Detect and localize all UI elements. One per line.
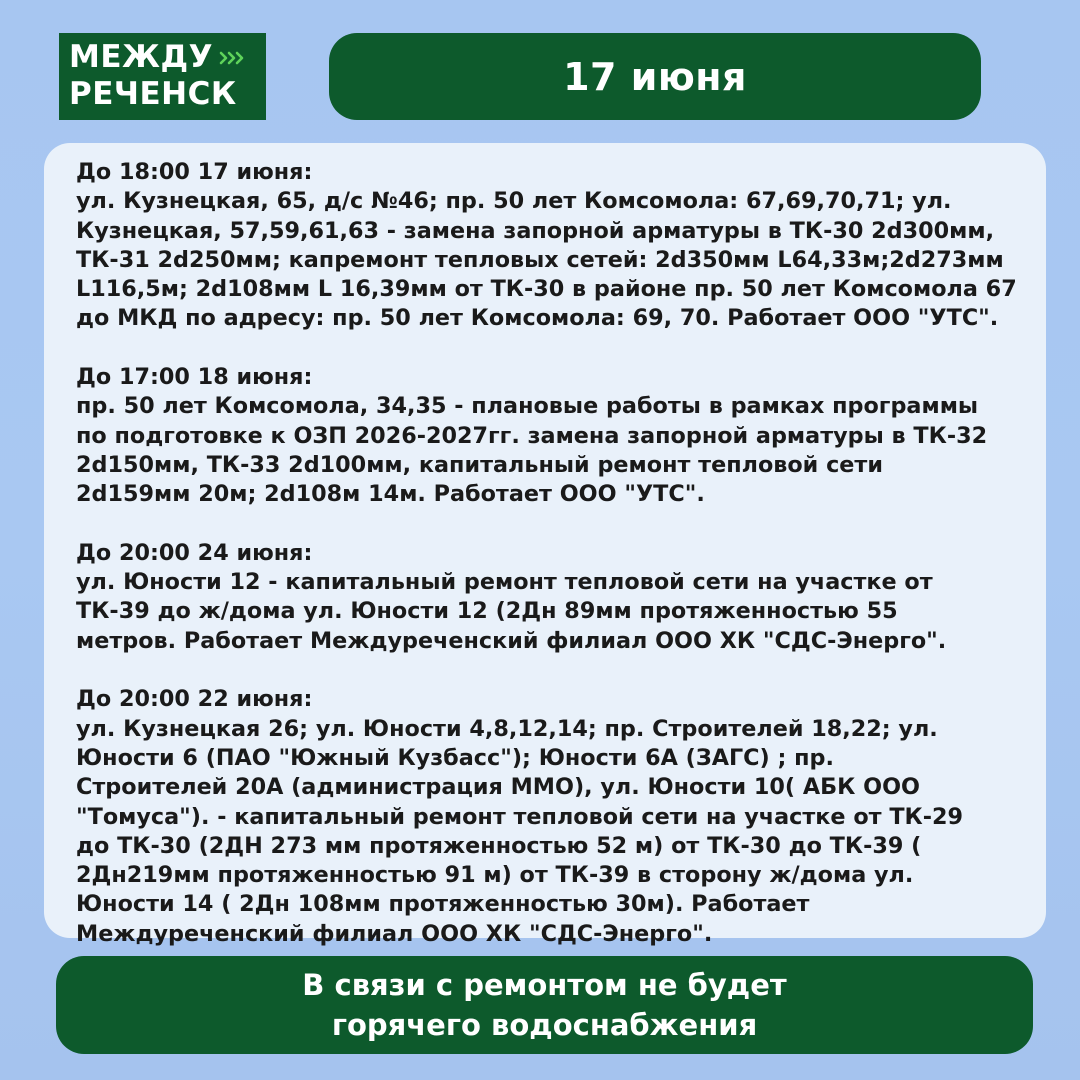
logo-text-line-2: РЕЧЕНСК — [69, 76, 237, 112]
hot-water-warning-banner — [56, 956, 1033, 1054]
warning-line-2: горячего водоснабжения — [331, 1008, 758, 1042]
date-title: 17 июня — [563, 54, 747, 99]
notice-deadline: До 18:00 17 июня: — [76, 159, 313, 185]
notice-details: пр. 50 лет Комсомола, 34,35 - плановые работы в рамках программы по подготовке к ОЗП 2026-2027гг. замена запорной арматуры в ТК-32 2d150мм, ТК-33 2d100мм, капитальный ремонт тепловой сети 2d159мм 20м; 2d108м 14м. Работает ООО "УТС". — [76, 393, 988, 508]
logo-line-1 — [69, 39, 266, 76]
notice-details: ул. Кузнецкая, 65, д/с №46; пр. 50 лет Комсомола: 67,69,70,71; ул. Кузнецкая, 57,59,61,63 - замена запорной арматуры в ТК-30 2d300мм, ТК-31 2d250мм; капремонт тепловых сетей: 2d350мм L64,33м;2d273мм L116,5м; 2d108мм L 16,39мм от ТК-30 в районе пр. 50 лет Комсомола 67 до МКД по адресу: пр. 50 лет Комсомола: 69, 70. Работает ООО "УТС". — [76, 188, 1017, 332]
city-logo — [59, 33, 266, 120]
warning-line-1: В связи с ремонтом не будет — [302, 968, 787, 1002]
notice-details: ул. Кузнецкая 26; ул. Юности 4,8,12,14; пр. Строителей 18,22; ул. Юности 6 (ПАО "Южный Кузбасс"); Юности 6А (ЗАГС) ; пр. Строителей 20А (администрация ММО), ул. Юности 10( АБК ООО "Томуса"). - капитальный ремонт тепловой сети на участке от ТК-29 до ТК-30 (2ДН 273 мм протяженностью 52 м) от ТК-30 до ТК-39 ( 2Дн219мм протяженностью 91 м) от ТК-39 в сторону ж/дома ул. Юности 14 ( 2Дн 108мм протяженностью 30м). Работает Междуреченский филиал ООО ХК "СДС-Энерго". — [76, 715, 964, 947]
logo-text-line-1: МЕЖДУ — [69, 39, 213, 75]
notice-deadline: До 20:00 22 июня: — [76, 686, 313, 713]
date-banner — [329, 33, 981, 120]
notice-deadline: До 17:00 18 июня: — [76, 364, 313, 391]
notice-details: ул. Юности 12 - капитальный ремонт тепловой сети на участке от ТК-39 до ж/дома ул. Юности 12 (2Дн 89мм протяженностью 55 метров. Работает Междуреченский филиал ООО ХК "СДС-Энерго". — [76, 569, 947, 654]
notice-deadline: До 20:00 24 июня: — [76, 539, 313, 566]
notice-item — [76, 158, 1026, 334]
double-chevron-right-icon — [219, 50, 249, 66]
notice-item — [76, 685, 1026, 949]
notice-item — [76, 363, 1026, 509]
notices-card — [44, 143, 1046, 947]
logo-line-2 — [69, 76, 266, 113]
notice-item — [76, 539, 1026, 656]
